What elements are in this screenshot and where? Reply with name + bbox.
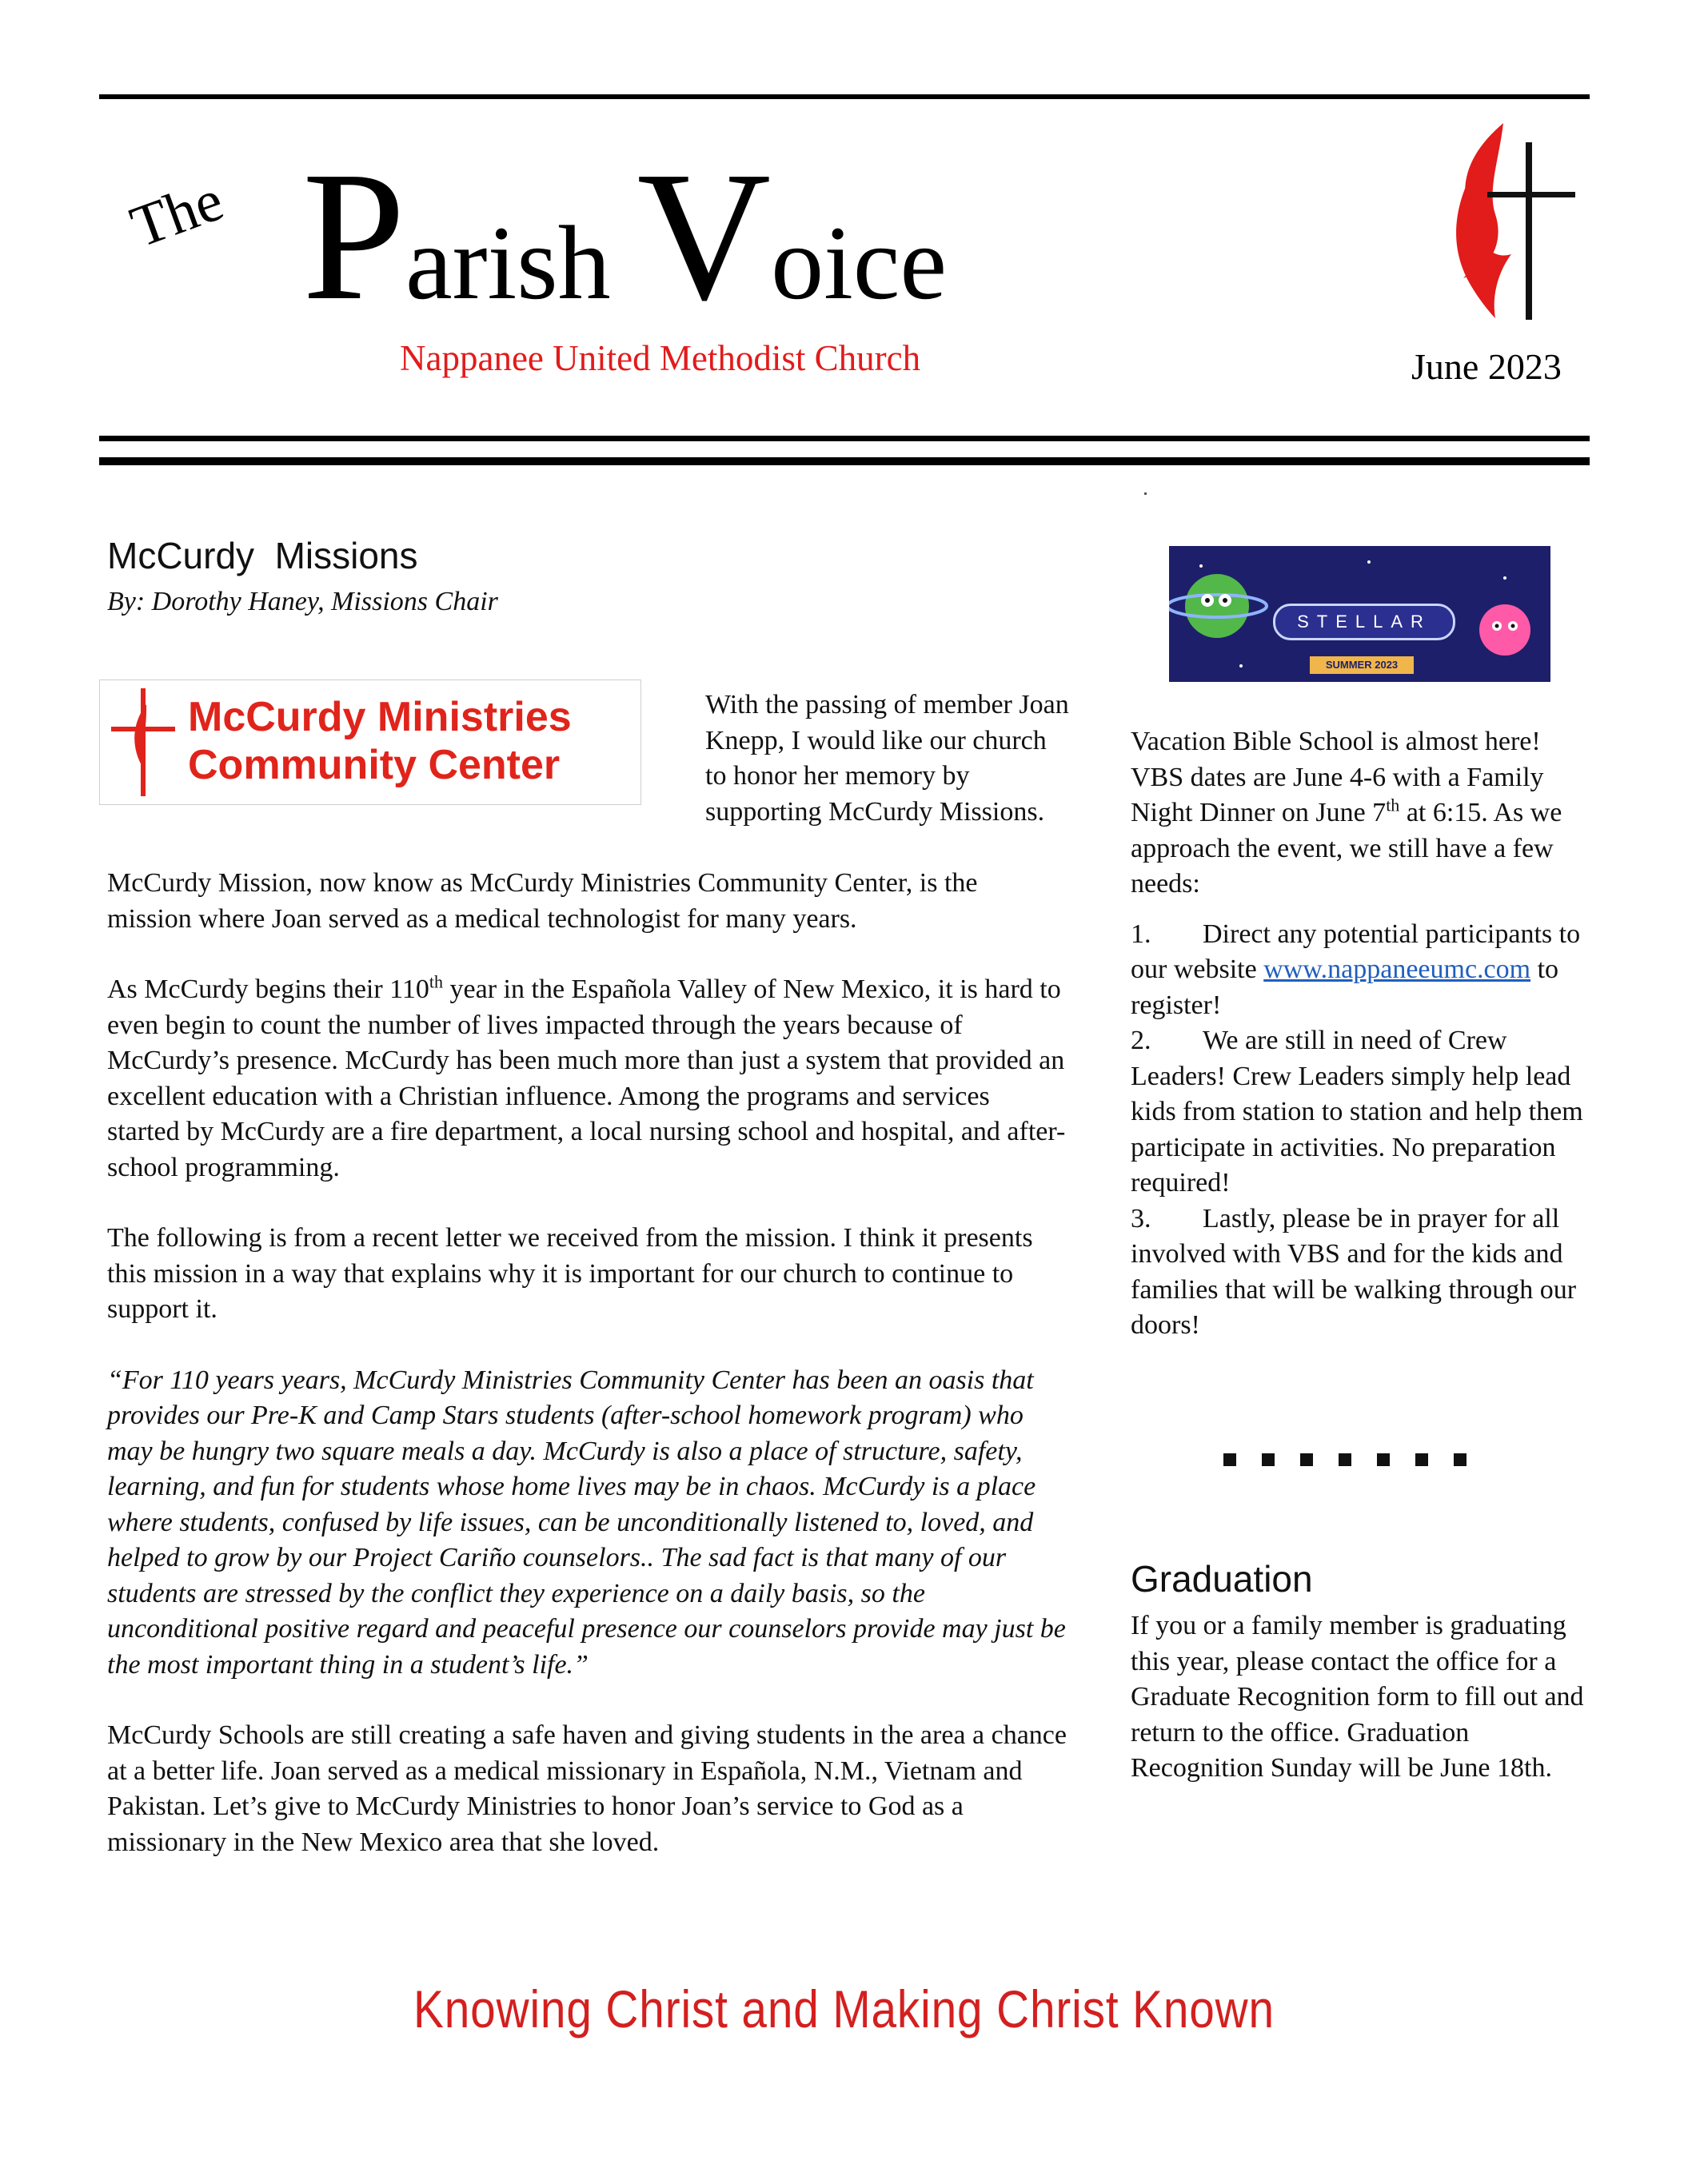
divider-dot: [1454, 1453, 1467, 1466]
vbs-need-text: Direct any potential participants to our website: [1131, 919, 1581, 984]
masthead-rule-lower: [99, 457, 1590, 465]
title-letter-v: V: [636, 134, 772, 339]
graduation-text: If you or a family member is graduating this year, please contact the office for a Graduate Recognition form to fill out and return to the office. Graduation Recognition Sunday will be June 18th.: [1131, 1611, 1584, 1783]
mccurdy-quote: “For 110 years years, McCurdy Ministries Community Center has been an oasis that provides our Pre-K and Camp Stars students (after-school homework program) who may be hungry two square meals a day. McCurdy is also a place of structure, safety, learning, and fun for students whose home lives may be in chaos. McCurdy is a place where students, confused by life issues, can be unconditionally listened to, loved, and helped to grow by our Project Cariño counselors.. The sad fact is that many of our students are stressed by the conflict they experience on a daily basis, so the unconditional positive regard and peaceful presence our counselors provide may just be the most important thing in a student’s life.”: [107, 1365, 1066, 1680]
mccurdy-logo: [99, 680, 641, 805]
mccurdy-paragraph-3: The following is from a recent letter we received from the mission. I think it presents this mission in a way that explains why it is important for our church to continue to support it.: [107, 1223, 1033, 1324]
p2-superscript: th: [429, 971, 444, 992]
top-rule: [99, 94, 1590, 99]
stray-mark: [1144, 492, 1147, 495]
list-number: 1.: [1131, 919, 1151, 949]
list-number: 3.: [1131, 1203, 1151, 1233]
p2-text-end: year in the Española Valley of New Mexico, it is hard to even begin to count the number of lives impacted through the years because of McCurdy’s presence. McCurdy has been much more than just a system that provided an excellent education with a Christian influence. Among the programs and services started by McCurdy are a fire department, a local nursing school and hospital, and after-school programming.: [107, 974, 1066, 1182]
mccurdy-heading: McCurdy Missions: [107, 535, 418, 576]
mccurdy-logo-line2: Community Center: [188, 742, 561, 788]
cross-and-flame-icon: [1439, 118, 1575, 328]
vbs-need-text: We are still in need of Crew Leaders! Crew Leaders simply help lead kids from station to station and help them participate in activities. No preparation required!: [1131, 1026, 1583, 1198]
vbs-stellar-title: STELLAR: [1273, 604, 1455, 640]
title-letter-p: P: [302, 134, 406, 339]
vbs-intro-superscript: th: [1386, 795, 1400, 815]
title-part-arish: arish: [405, 204, 637, 321]
mccurdy-byline: By: Dorothy Haney, Missions Chair: [107, 587, 498, 616]
vbs-summer-label: SUMMER 2023: [1310, 656, 1414, 674]
vbs-need-text: Lastly, please be in prayer for all involved with VBS and for the kids and families that will be walking through our doors!: [1131, 1203, 1577, 1340]
website-link[interactable]: www.nappaneeumc.com: [1263, 955, 1531, 984]
divider-dot: [1262, 1453, 1275, 1466]
list-number: 2.: [1131, 1026, 1151, 1055]
mccurdy-paragraph-1: McCurdy Mission, now know as McCurdy Ministries Community Center, is the mission where Joan served as a medical technologist for many years.: [107, 868, 978, 934]
divider-dot: [1339, 1453, 1351, 1466]
vbs-intro: [1131, 724, 1586, 903]
divider-dot: [1377, 1453, 1390, 1466]
section-divider-dots: [1223, 1453, 1467, 1470]
mccurdy-intro: With the passing of member Joan Knepp, I would like our church to honor her memory by supporting McCurdy Missions.: [705, 690, 1069, 827]
vbs-need-item: [1131, 1023, 1586, 1202]
mccurdy-paragraph-4: McCurdy Schools are still creating a safe haven and giving students in the area a chance at a better life. Joan served as a medical missionary in Española, N.M., Vietnam and Pakistan. Let’s give to McCurdy Ministries to honor Joan’s service to God as a missionary in the New Mexico area that she loved.: [107, 1720, 1067, 1857]
divider-dot: [1300, 1453, 1313, 1466]
mccurdy-logo-line1: McCurdy Ministries: [188, 694, 572, 740]
vbs-need-item: [1131, 917, 1586, 1024]
masthead-rule-upper: [99, 436, 1590, 441]
title-part-oice: oice: [771, 204, 948, 321]
vbs-stellar-banner: [1169, 546, 1550, 682]
p2-text-start: As McCurdy begins their 110: [107, 974, 429, 1004]
vbs-article: [1131, 724, 1586, 1344]
church-motto: Knowing Christ and Making Christ Known: [413, 1979, 1275, 2039]
vbs-needs-list: [1131, 917, 1586, 1344]
church-name: Nappanee United Methodist Church: [400, 338, 921, 378]
mccurdy-logo-text: [188, 693, 572, 789]
graduation-heading: Graduation: [1131, 1558, 1313, 1600]
vbs-need-item: [1131, 1202, 1586, 1344]
vbs-intro-start: Vacation Bible School is almost here! VBS dates are June 4-6 with a Family Night Dinner on June 7: [1131, 727, 1544, 827]
mccurdy-paragraph-2: [107, 972, 1067, 1186]
vbs-intro-end: at 6:15. As we approach the event, we still have a few needs:: [1131, 798, 1562, 899]
divider-dot: [1223, 1453, 1236, 1466]
masthead-title: [302, 134, 948, 339]
masthead-the: The: [122, 167, 232, 261]
mccurdy-cross-flame-icon: [111, 688, 175, 796]
divider-dot: [1415, 1453, 1428, 1466]
issue-date: June 2023: [1411, 346, 1562, 387]
mccurdy-article-body: [107, 866, 1067, 1860]
vbs-need-text-end: to register!: [1131, 955, 1559, 1020]
